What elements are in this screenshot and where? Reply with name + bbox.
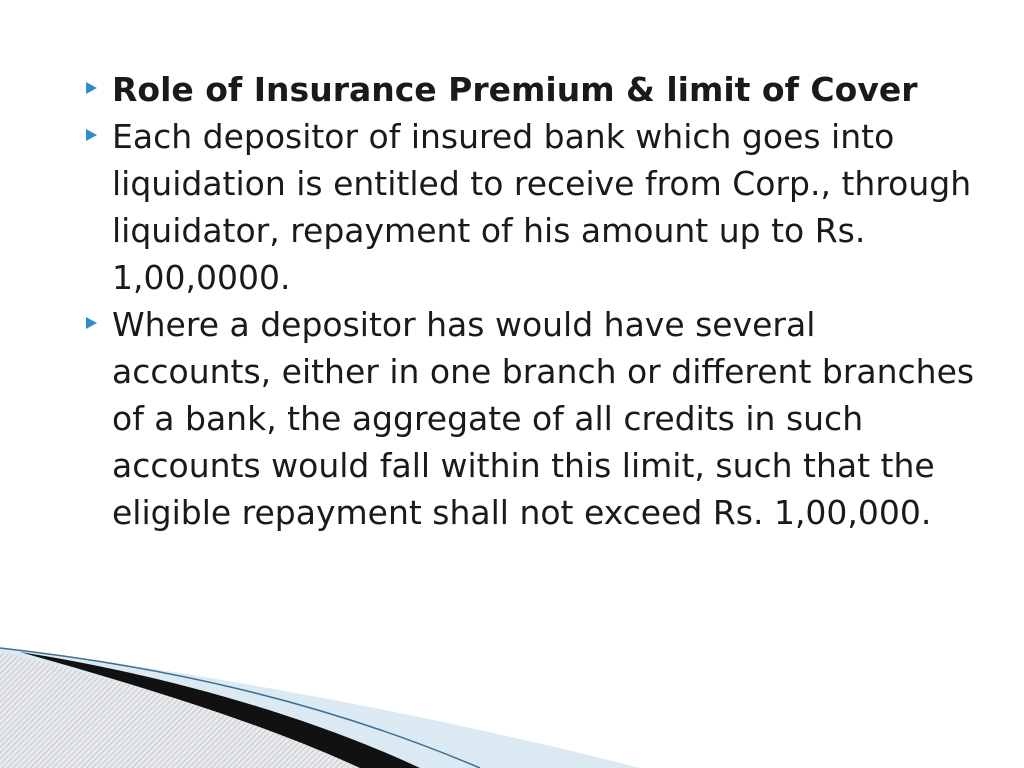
bullet-item-several-accounts	[84, 301, 984, 536]
bullet-item-heading	[84, 66, 984, 113]
bullet-text: Role of Insurance Premium & limit of Cover	[112, 70, 918, 109]
light-blue-band	[0, 648, 640, 768]
bullet-text: Each depositor of insured bank which goes into liquidation is entitled to receive from Corp., through liquidator, repayment of his amount up to Rs. 1,00,0000.	[112, 117, 972, 297]
bullet-text: Where a depositor has would have several accounts, either in one branch or different branches of a bank, the aggregate of all credits in such accounts would fall within this limit, such that the eligible repayment shall not exceed Rs. 1,00,000.	[112, 305, 975, 532]
triangle-bullet-icon	[86, 317, 97, 329]
bullet-item-depositor-entitlement	[84, 113, 984, 301]
bullet-list	[84, 66, 984, 536]
dark-swoosh	[20, 652, 420, 768]
hatched-band	[0, 652, 380, 768]
triangle-bullet-icon	[86, 129, 97, 141]
triangle-bullet-icon	[86, 82, 97, 94]
thin-blue-line	[0, 648, 480, 768]
